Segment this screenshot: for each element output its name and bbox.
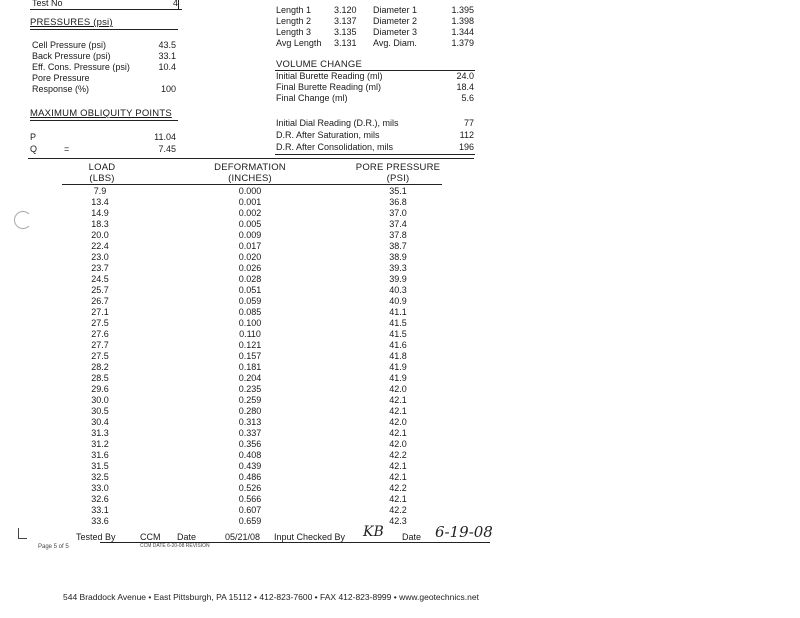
deformation-cell: 0.259 (238, 395, 262, 405)
avg-length-label: Avg Length (276, 38, 322, 48)
test-no-underline (30, 9, 182, 10)
load-cell: 23.7 (91, 263, 109, 273)
pore-pressure-cell: 42.2 (389, 450, 407, 460)
dr-consolidation-label: D.R. After Consolidation, mils (276, 142, 394, 152)
table-header-rule (62, 184, 442, 185)
q-equals: = (64, 144, 70, 154)
pore-pressure-cell: 42.1 (389, 461, 407, 471)
pore-pressure-cell: 41.9 (389, 362, 407, 372)
initial-burette-label: Initial Burette Reading (ml) (276, 71, 383, 81)
final-burette-label: Final Burette Reading (ml) (276, 82, 382, 92)
load-cell: 24.5 (91, 274, 109, 284)
load-cell: 27.1 (91, 307, 109, 317)
load-cell: 33.6 (91, 516, 109, 526)
pore-pressure-cell: 39.3 (389, 263, 407, 273)
load-cell: 20.0 (91, 230, 109, 240)
initial-burette-value: 24.0 (456, 71, 474, 81)
pore-pressure-cell: 42.1 (389, 406, 407, 416)
load-cell: 27.6 (91, 329, 109, 339)
deformation-cell: 0.204 (238, 373, 262, 383)
deformation-cell: 0.526 (238, 483, 262, 493)
final-change-label: Final Change (ml) (276, 93, 348, 103)
table-top-rule (28, 158, 474, 159)
date2-label: Date (402, 532, 422, 542)
diameter-3-label: Diameter 3 (373, 27, 418, 37)
eff-cons-pressure-value: 10.4 (158, 62, 176, 72)
input-checked-label: Input Checked By (274, 532, 346, 542)
test-no-label: Test No (32, 0, 63, 8)
avg-diameter-label: Avg. Diam. (373, 38, 417, 48)
volume-change-title: VOLUME CHANGE (276, 59, 363, 70)
load-cell: 28.5 (91, 373, 109, 383)
response-value: 100 (160, 84, 176, 94)
load-cell: 14.9 (91, 208, 109, 218)
deformation-cell: 0.001 (238, 197, 262, 207)
length-3-label: Length 3 (276, 27, 312, 37)
final-change-value: 5.6 (461, 93, 474, 103)
margin-mark (14, 211, 32, 229)
date-label: Date (177, 532, 197, 542)
load-cell: 26.7 (91, 296, 109, 306)
deformation-header: DEFORMATION (214, 162, 286, 173)
initial-dial-label: Initial Dial Reading (D.R.), mils (276, 118, 399, 128)
p-label: P (30, 132, 37, 142)
max-obliquity-title: MAXIMUM OBLIQUITY POINTS (30, 108, 172, 119)
pore-pressure-cell: 42.1 (389, 428, 407, 438)
deformation-cell: 0.566 (238, 494, 262, 504)
load-cell: 27.7 (91, 340, 109, 350)
pore-pressure-cell: 42.2 (389, 505, 407, 515)
pore-pressure-cell: 38.9 (389, 252, 407, 262)
diameter-2-label: Diameter 2 (373, 16, 418, 26)
pore-pressure-cell: 37.0 (389, 208, 407, 218)
load-cell: 22.4 (91, 241, 109, 251)
input-checked-signature: KB (363, 524, 384, 540)
load-cell: 27.5 (91, 318, 109, 328)
q-value: 7.45 (158, 144, 176, 154)
revision-note: CCM DATE 6-20-08 REVISION (140, 543, 210, 549)
load-cell: 25.7 (91, 285, 109, 295)
load-cell: 31.3 (91, 428, 109, 438)
pore-pressure-cell: 42.2 (389, 483, 407, 493)
pore-pressure-label: Pore Pressure (32, 73, 90, 83)
deformation-cell: 0.026 (238, 263, 262, 273)
diameter-2-value: 1.398 (451, 16, 474, 26)
pressures-title: PRESSURES (psi) (30, 17, 113, 28)
pore-pressure-cell: 42.0 (389, 439, 407, 449)
pore-pressure-cell: 41.9 (389, 373, 407, 383)
load-cell: 7.9 (93, 186, 107, 196)
load-cell: 27.5 (91, 351, 109, 361)
pore-pressure-cell: 41.5 (389, 329, 407, 339)
dr-saturation-value: 112 (459, 130, 474, 140)
pore-pressure-cell: 42.1 (389, 494, 407, 504)
load-cell: 13.4 (91, 197, 109, 207)
load-cell: 30.4 (91, 417, 109, 427)
load-cell: 32.6 (91, 494, 109, 504)
back-pressure-label: Back Pressure (psi) (32, 51, 111, 61)
cell-pressure-label: Cell Pressure (psi) (32, 40, 107, 50)
load-cell: 32.5 (91, 472, 109, 482)
load-cell: 33.1 (91, 505, 109, 515)
length-1-value: 3.120 (334, 5, 357, 15)
pore-pressure-cell: 37.4 (389, 219, 407, 229)
load-unit-header: (LBS) (89, 173, 115, 184)
pore-pressure-header: PORE PRESSURE (355, 162, 441, 173)
deformation-column (222, 186, 278, 527)
deformation-cell: 0.356 (238, 439, 262, 449)
load-cell: 18.3 (91, 219, 109, 229)
load-cell: 30.0 (91, 395, 109, 405)
page-number: Page 5 of 5 (38, 544, 69, 550)
pore-pressure-cell: 42.1 (389, 395, 407, 405)
load-cell: 29.6 (91, 384, 109, 394)
tested-by-value: CCM (140, 532, 161, 542)
p-value: 11.04 (154, 132, 176, 142)
load-header: LOAD (88, 162, 116, 173)
eff-cons-pressure-label: Eff. Cons. Pressure (psi) (32, 62, 130, 72)
company-address: 544 Braddock Avenue • East Pittsburgh, PA 15112 • 412-823-7600 • FAX 412-823-8999 • www.geotechnics.net (63, 592, 479, 602)
deformation-cell: 0.181 (238, 362, 262, 372)
dr-saturation-label: D.R. After Saturation, mils (276, 130, 380, 140)
tested-by-label: Tested By (76, 532, 116, 542)
pore-pressure-cell: 40.3 (389, 285, 407, 295)
deformation-cell: 0.017 (238, 241, 262, 251)
dr-consolidation-value: 196 (458, 142, 474, 152)
deformation-cell: 0.313 (238, 417, 262, 427)
diameter-3-value: 1.344 (451, 27, 474, 37)
deformation-cell: 0.020 (238, 252, 262, 262)
deformation-cell: 0.059 (238, 296, 262, 306)
deformation-unit-header: (INCHES) (228, 173, 272, 184)
deformation-cell: 0.110 (239, 329, 261, 339)
pore-pressure-cell: 41.1 (389, 307, 407, 317)
pore-pressure-cell: 42.0 (389, 384, 407, 394)
initial-dial-value: 77 (463, 118, 474, 128)
deformation-cell: 0.337 (238, 428, 262, 438)
cell-pressure-value: 43.5 (158, 40, 176, 50)
pore-pressure-cell: 40.9 (389, 296, 407, 306)
pore-pressure-cell: 41.5 (389, 318, 407, 328)
deformation-cell: 0.235 (238, 384, 262, 394)
deformation-cell: 0.100 (238, 318, 262, 328)
date2-handwritten: 6-19-08 (435, 523, 493, 541)
pore-pressure-cell: 41.6 (389, 340, 407, 350)
deformation-cell: 0.439 (238, 461, 262, 471)
deformation-cell: 0.280 (238, 406, 262, 416)
deformation-cell: 0.051 (238, 285, 262, 295)
pore-pressure-cell: 42.3 (389, 516, 407, 526)
pore-pressure-cell: 41.8 (389, 351, 407, 361)
deformation-cell: 0.659 (238, 516, 262, 526)
deformation-cell: 0.486 (238, 472, 262, 482)
deformation-cell: 0.085 (238, 307, 262, 317)
length-2-value: 3.137 (334, 16, 357, 26)
test-no-value: 4 (173, 0, 179, 8)
deformation-cell: 0.000 (238, 186, 262, 196)
pore-pressure-cell: 38.7 (389, 241, 407, 251)
q-label: Q (30, 144, 38, 154)
date-value: 05/21/08 (225, 532, 261, 542)
load-cell: 31.2 (91, 439, 109, 449)
back-pressure-value: 33.1 (158, 51, 176, 61)
pore-pressure-unit-header: (PSI) (386, 173, 410, 184)
pressures-rule (30, 29, 178, 30)
avg-diameter-value: 1.379 (451, 38, 474, 48)
load-cell: 33.0 (91, 483, 109, 493)
deformation-cell: 0.157 (238, 351, 262, 361)
pore-pressure-cell: 35.1 (389, 186, 407, 196)
pore-pressure-cell: 42.0 (389, 417, 407, 427)
deformation-cell: 0.009 (238, 230, 262, 240)
response-label: Response (%) (32, 84, 90, 94)
length-1-label: Length 1 (276, 5, 312, 15)
load-cell: 28.2 (91, 362, 109, 372)
max-obliquity-rule (30, 120, 178, 121)
load-cell: 31.5 (91, 461, 109, 471)
dial-rule (275, 154, 475, 155)
diameter-1-value: 1.395 (451, 5, 474, 15)
deformation-cell: 0.028 (238, 274, 262, 284)
test-no-box-edge (178, 0, 179, 9)
deformation-cell: 0.002 (238, 208, 262, 218)
load-cell: 30.5 (91, 406, 109, 416)
deformation-cell: 0.005 (238, 219, 262, 229)
pore-pressure-cell: 42.1 (389, 472, 407, 482)
pore-pressure-column (370, 186, 426, 527)
diameter-1-label: Diameter 1 (373, 5, 418, 15)
load-cell: 23.0 (91, 252, 109, 262)
deformation-cell: 0.607 (238, 505, 262, 515)
final-burette-value: 18.4 (456, 82, 474, 92)
pore-pressure-cell: 36.8 (389, 197, 407, 207)
avg-length-value: 3.131 (334, 38, 357, 48)
deformation-cell: 0.408 (238, 450, 262, 460)
load-cell: 31.6 (91, 450, 109, 460)
pore-pressure-cell: 39.9 (389, 274, 407, 284)
length-2-label: Length 2 (276, 16, 312, 26)
deformation-cell: 0.121 (238, 340, 262, 350)
length-3-value: 3.135 (334, 27, 357, 37)
load-column (72, 186, 128, 527)
pore-pressure-cell: 37.8 (389, 230, 407, 240)
corner-mark (18, 528, 27, 539)
